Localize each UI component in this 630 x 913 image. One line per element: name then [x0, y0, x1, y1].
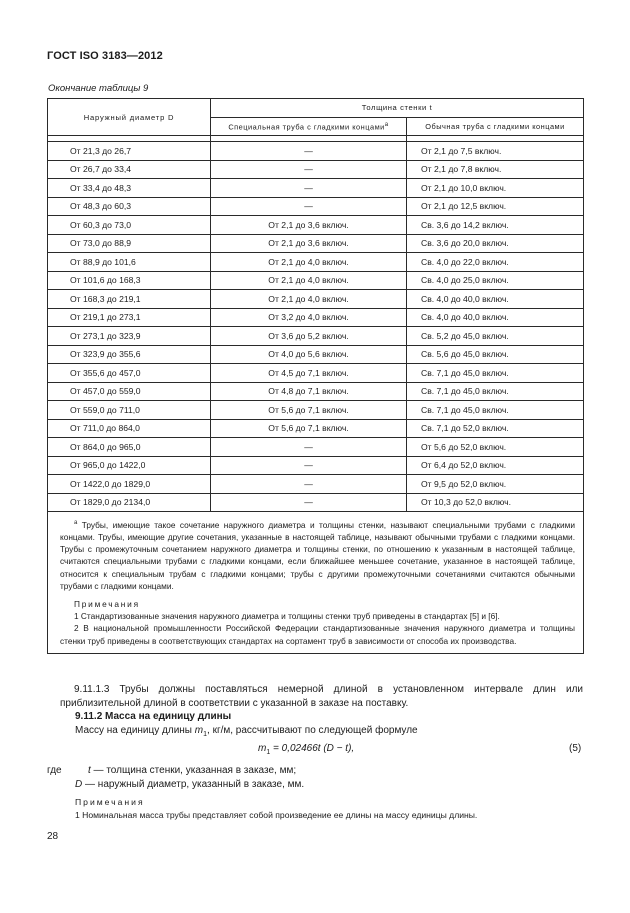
section-heading-9-11-2: 9.11.2 Масса на единицу длины: [75, 711, 232, 722]
table-row: [48, 160, 584, 179]
cell-ordinary-thickness: От 10,3 до 52,0 включ.: [407, 493, 584, 512]
formula-number: (5): [569, 743, 582, 754]
table-9: [47, 98, 584, 654]
cell-special-thickness: —: [211, 493, 407, 512]
table-row: [48, 142, 584, 161]
cell-special-thickness: От 5,6 до 7,1 включ.: [211, 401, 407, 420]
cell-outer-diameter: От 21,3 до 26,7: [48, 142, 211, 161]
cell-outer-diameter: От 457,0 до 559,0: [48, 382, 211, 401]
cell-outer-diameter: От 88,9 до 101,6: [48, 253, 211, 272]
cell-special-thickness: От 2,1 до 4,0 включ.: [211, 271, 407, 290]
cell-special-thickness: —: [211, 197, 407, 216]
cell-special-thickness: —: [211, 438, 407, 457]
where-label: где: [47, 765, 62, 776]
cell-ordinary-thickness: Св. 3,6 до 20,0 включ.: [407, 234, 584, 253]
definition-t: t — толщина стенки, указанная в заказе, мм;: [88, 765, 297, 776]
cell-special-thickness: От 2,1 до 4,0 включ.: [211, 290, 407, 309]
table-row: [48, 364, 584, 383]
cell-special-thickness: От 4,0 до 5,6 включ.: [211, 345, 407, 364]
cell-special-thickness: —: [211, 456, 407, 475]
cell-special-thickness: От 4,5 до 7,1 включ.: [211, 364, 407, 383]
paragraph-9-11-1-3: 9.11.1.3 Трубы должны поставляться немерной длиной в установленном интервале длин или приблизительной длиной в соответствии с указанной в заказе на поставку.: [60, 684, 583, 709]
cell-ordinary-thickness: От 6,4 до 52,0 включ.: [407, 456, 584, 475]
table-notes-title: Примечания: [74, 598, 140, 609]
cell-outer-diameter: От 219,1 до 273,1: [48, 308, 211, 327]
cell-ordinary-thickness: Св. 5,6 до 45,0 включ.: [407, 345, 584, 364]
cell-ordinary-thickness: Св. 4,0 до 40,0 включ.: [407, 308, 584, 327]
cell-ordinary-thickness: Св. 7,1 до 45,0 включ.: [407, 364, 584, 383]
table-row: [48, 382, 584, 401]
cell-outer-diameter: От 26,7 до 33,4: [48, 160, 211, 179]
cell-special-thickness: —: [211, 160, 407, 179]
footnote-row: [48, 512, 584, 654]
table-note-2: 2 В национальной промышленности Российской Федерации стандартизованные значения наружного диаметра и толщины стенки труб приведены в соответствующих стандартах на сортамент труб в зависимости от способа их производства.: [60, 623, 576, 646]
cell-outer-diameter: От 559,0 до 711,0: [48, 401, 211, 420]
cell-special-thickness: От 4,8 до 7,1 включ.: [211, 382, 407, 401]
table-row: [48, 456, 584, 475]
cell-special-thickness: От 2,1 до 3,6 включ.: [211, 234, 407, 253]
table-row: [48, 179, 584, 198]
cell-special-thickness: От 3,6 до 5,2 включ.: [211, 327, 407, 346]
table-row: [48, 253, 584, 272]
table-row: [48, 197, 584, 216]
table-row: [48, 234, 584, 253]
cell-ordinary-thickness: Св. 3,6 до 14,2 включ.: [407, 216, 584, 235]
cell-special-thickness: От 5,6 до 7,1 включ.: [211, 419, 407, 438]
standard-header: ГОСТ ISO 3183—2012: [47, 50, 163, 62]
cell-ordinary-thickness: Св. 4,0 до 25,0 включ.: [407, 271, 584, 290]
cell-special-thickness: От 3,2 до 4,0 включ.: [211, 308, 407, 327]
cell-special-thickness: —: [211, 475, 407, 494]
table-row: [48, 475, 584, 494]
table-row: [48, 290, 584, 309]
cell-outer-diameter: От 33,4 до 48,3: [48, 179, 211, 198]
table-row: [48, 345, 584, 364]
cell-ordinary-thickness: Св. 4,0 до 40,0 включ.: [407, 290, 584, 309]
cell-ordinary-thickness: От 2,1 до 12,5 включ.: [407, 197, 584, 216]
cell-outer-diameter: От 60,3 до 73,0: [48, 216, 211, 235]
cell-ordinary-thickness: Св. 7,1 до 45,0 включ.: [407, 401, 584, 420]
header-outer-diameter: Наружный диаметр D: [48, 99, 211, 136]
cell-outer-diameter: От 73,0 до 88,9: [48, 234, 211, 253]
footnote-a: $^a$ Трубы, имеющие такое сочетание наружного диаметра и толщины стенки, называют специальными трубами с гладкими концами. Трубы, имеющие другие сочетания, указанные в настоящей таблице, называют обычными трубами с гладкими концами. Трубы с промежуточным сочетанием наружного диаметра и толщины стенки, по отношению к указанным в настоящей таблице, считаются специальными трубами с гладкими концами, если ближайшее меньшее сочетание, указанное в настоящей таблице, относится к специальным трубам с гладкими концами; трубы с другими промежуточными сочетаниями считаются обычными трубами с гладкими концами.: [60, 519, 576, 591]
definition-d: D — наружный диаметр, указанный в заказе, мм.: [75, 779, 305, 790]
formula-mass: $m_1 = 0,02466t$ (D − t),: [258, 743, 355, 756]
cell-outer-diameter: От 323,9 до 355,6: [48, 345, 211, 364]
cell-outer-diameter: От 1829,0 до 2134,0: [48, 493, 211, 512]
cell-ordinary-thickness: От 2,1 до 7,5 включ.: [407, 142, 584, 161]
cell-outer-diameter: От 168,3 до 219,1: [48, 290, 211, 309]
notes-title: Примечания: [75, 797, 145, 807]
cell-outer-diameter: От 101,6 до 168,3: [48, 271, 211, 290]
note-1: 1 Номинальная масса трубы представляет собой произведение ее длины на массу единицы длины.: [75, 810, 478, 820]
table-caption: Окончание таблицы 9: [48, 83, 149, 94]
table-row: [48, 327, 584, 346]
cell-outer-diameter: От 48,3 до 60,3: [48, 197, 211, 216]
cell-ordinary-thickness: От 5,6 до 52,0 включ.: [407, 438, 584, 457]
cell-outer-diameter: От 965,0 до 1422,0: [48, 456, 211, 475]
header-special-pipe: Специальная труба с гладкими концами$^a$: [211, 117, 407, 136]
header-ordinary-pipe: Обычная труба с гладкими концами: [407, 117, 584, 136]
table-note-1: 1 Стандартизованные значения наружного диаметра и толщины стенки труб приведены в стандартах [5] и [6].: [74, 611, 500, 622]
cell-ordinary-thickness: Св. 4,0 до 22,0 включ.: [407, 253, 584, 272]
header-wall-thickness: Толщина стенки t: [211, 99, 584, 118]
cell-ordinary-thickness: От 2,1 до 10,0 включ.: [407, 179, 584, 198]
table-row: [48, 438, 584, 457]
table-footnotes: [48, 512, 584, 654]
cell-special-thickness: От 2,1 до 3,6 включ.: [211, 216, 407, 235]
paragraph-mass-intro: Массу на единицу длины $m_1$, кг/м, рассчитывают по следующей формуле: [75, 725, 418, 738]
cell-ordinary-thickness: От 9,5 до 52,0 включ.: [407, 475, 584, 494]
table-row: [48, 216, 584, 235]
cell-outer-diameter: От 1422,0 до 1829,0: [48, 475, 211, 494]
cell-ordinary-thickness: От 2,1 до 7,8 включ.: [407, 160, 584, 179]
cell-outer-diameter: От 711,0 до 864,0: [48, 419, 211, 438]
cell-special-thickness: —: [211, 179, 407, 198]
page-number: 28: [47, 831, 59, 842]
cell-ordinary-thickness: Св. 7,1 до 52,0 включ.: [407, 419, 584, 438]
cell-outer-diameter: От 355,6 до 457,0: [48, 364, 211, 383]
cell-outer-diameter: От 273,1 до 323,9: [48, 327, 211, 346]
table-row: [48, 419, 584, 438]
cell-outer-diameter: От 864,0 до 965,0: [48, 438, 211, 457]
table-row: [48, 493, 584, 512]
table-row: [48, 308, 584, 327]
cell-special-thickness: От 2,1 до 4,0 включ.: [211, 253, 407, 272]
cell-ordinary-thickness: Св. 5,2 до 45,0 включ.: [407, 327, 584, 346]
table-row: [48, 271, 584, 290]
cell-special-thickness: —: [211, 142, 407, 161]
cell-ordinary-thickness: Св. 7,1 до 45,0 включ.: [407, 382, 584, 401]
table-row: [48, 401, 584, 420]
